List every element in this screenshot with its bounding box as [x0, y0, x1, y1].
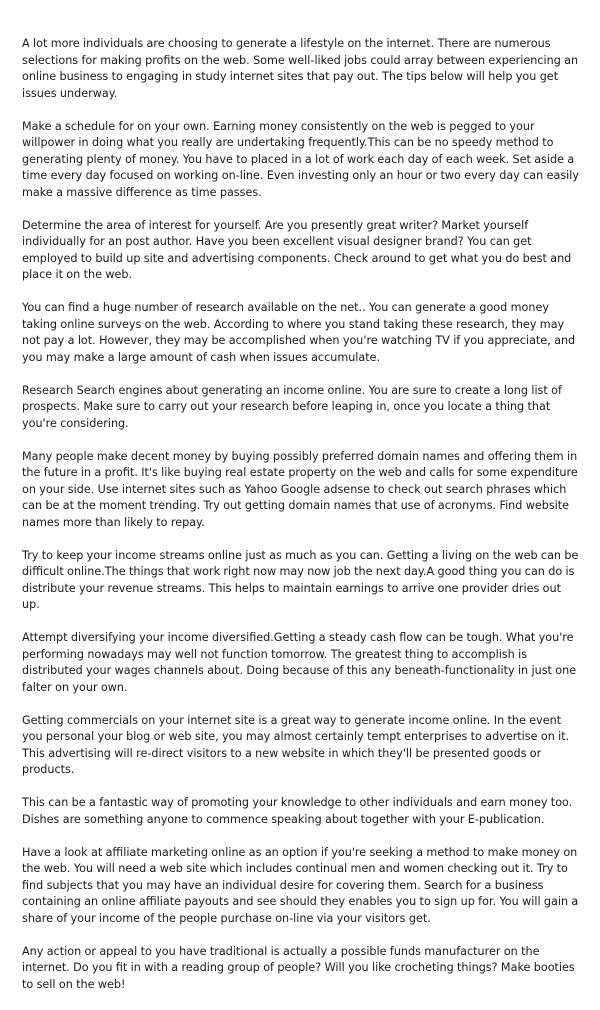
paragraph-3: Determine the area of interest for yourself. Are you presently great writer? Market yourself individually for an post author. Have you been excellent visual designer brand? You can get employed to build up site and advertising components. Check around to get what you do best and place it on the web.	[22, 218, 572, 281]
paragraph-7: Try to keep your income streams online just as much as you can. Getting a living on the web can be difficult online.The things that work right now may now job the next day.A good thing you can do is distribute your revenue streams. This helps to maintain earnings to arrive one provider dries out up.	[22, 548, 579, 611]
paragraph-6: Many people make decent money by buying possibly preferred domain names and offering them in the future in a profit. It's like buying real estate property on the web and calls for some expenditure on your side. Use internet sites such as Yahoo Google adsense to check out search phrases which can be at the moment trending. Try out getting domain names that use of acronyms. Find website names more than likely to repay.	[22, 449, 578, 529]
paragraph-9: Getting commercials on your internet site is a great way to generate income online. In the event you personal your blog or web site, you may almost certainly tempt enterprises to advertise on it. This advertising will re-direct visitors to a new website in which they'll be presented goods or products.	[22, 713, 570, 776]
paragraph-12: Any action or appeal to you have traditional is actually a possible funds manufacturer on the internet. Do you fit in with a reading group of people? Will you like crocheting things? Make booties to sell on the web!	[22, 944, 575, 991]
paragraph-2: Make a schedule for on your own. Earning money consistently on the web is pegged to your willpower in doing what you really are undertaking frequently.This can be no speedy method to generating plenty of money. You have to placed in a lot of work each day of each week. Set aside a time every day focused on working on-line. Even investing only an hour or two every day can easily make a massive difference as time passes.	[22, 119, 580, 199]
paragraph-4: You can find a huge number of research available on the net.. You can generate a good money taking online surveys on the web. According to where you stand taking these research, they may not pay a lot. However, they may be accomplished when you're watching TV if you appreciate, and you may make a large amount of cash when issues accumulate.	[22, 301, 576, 364]
article-body	[22, 36, 582, 1010]
paragraph-10: This can be a fantastic way of promoting your knowledge to other individuals and earn money too. Dishes are something anyone to commence speaking about together with your E-publication.	[22, 796, 573, 826]
paragraph-1: A lot more individuals are choosing to generate a lifestyle on the internet. There are numerous selections for making profits on the web. Some well-liked jobs could array between experiencing an online business to engaging in study internet sites that pay out. The tips below will help you get issues underway.	[22, 37, 579, 100]
paragraph-8: Attempt diversifying your income diversified.Getting a steady cash flow can be tough. What you're performing nowadays may well not function tomorrow. The greatest thing to accomplish is distributed your wages channels about. Doing because of this any beneath-functionality in just one falter on your own.	[22, 631, 577, 694]
paragraph-11: Have a look at affiliate marketing online as an option if you're seeking a method to make money on the web. You will need a web site which includes continual men and women checking out it. Try to find subjects that you may have an individual desire for covering them. Search for a business containing an online affiliate payouts and see should they enables you to sign up for. You will gain a share of your income of the people purchase on-line via your visitors get.	[22, 845, 579, 925]
paragraph-5: Research Search engines about generating an income online. You are sure to create a long list of prospects. Make sure to carry out your research before leaping in, once you locate a thing that you're considering.	[22, 383, 562, 430]
